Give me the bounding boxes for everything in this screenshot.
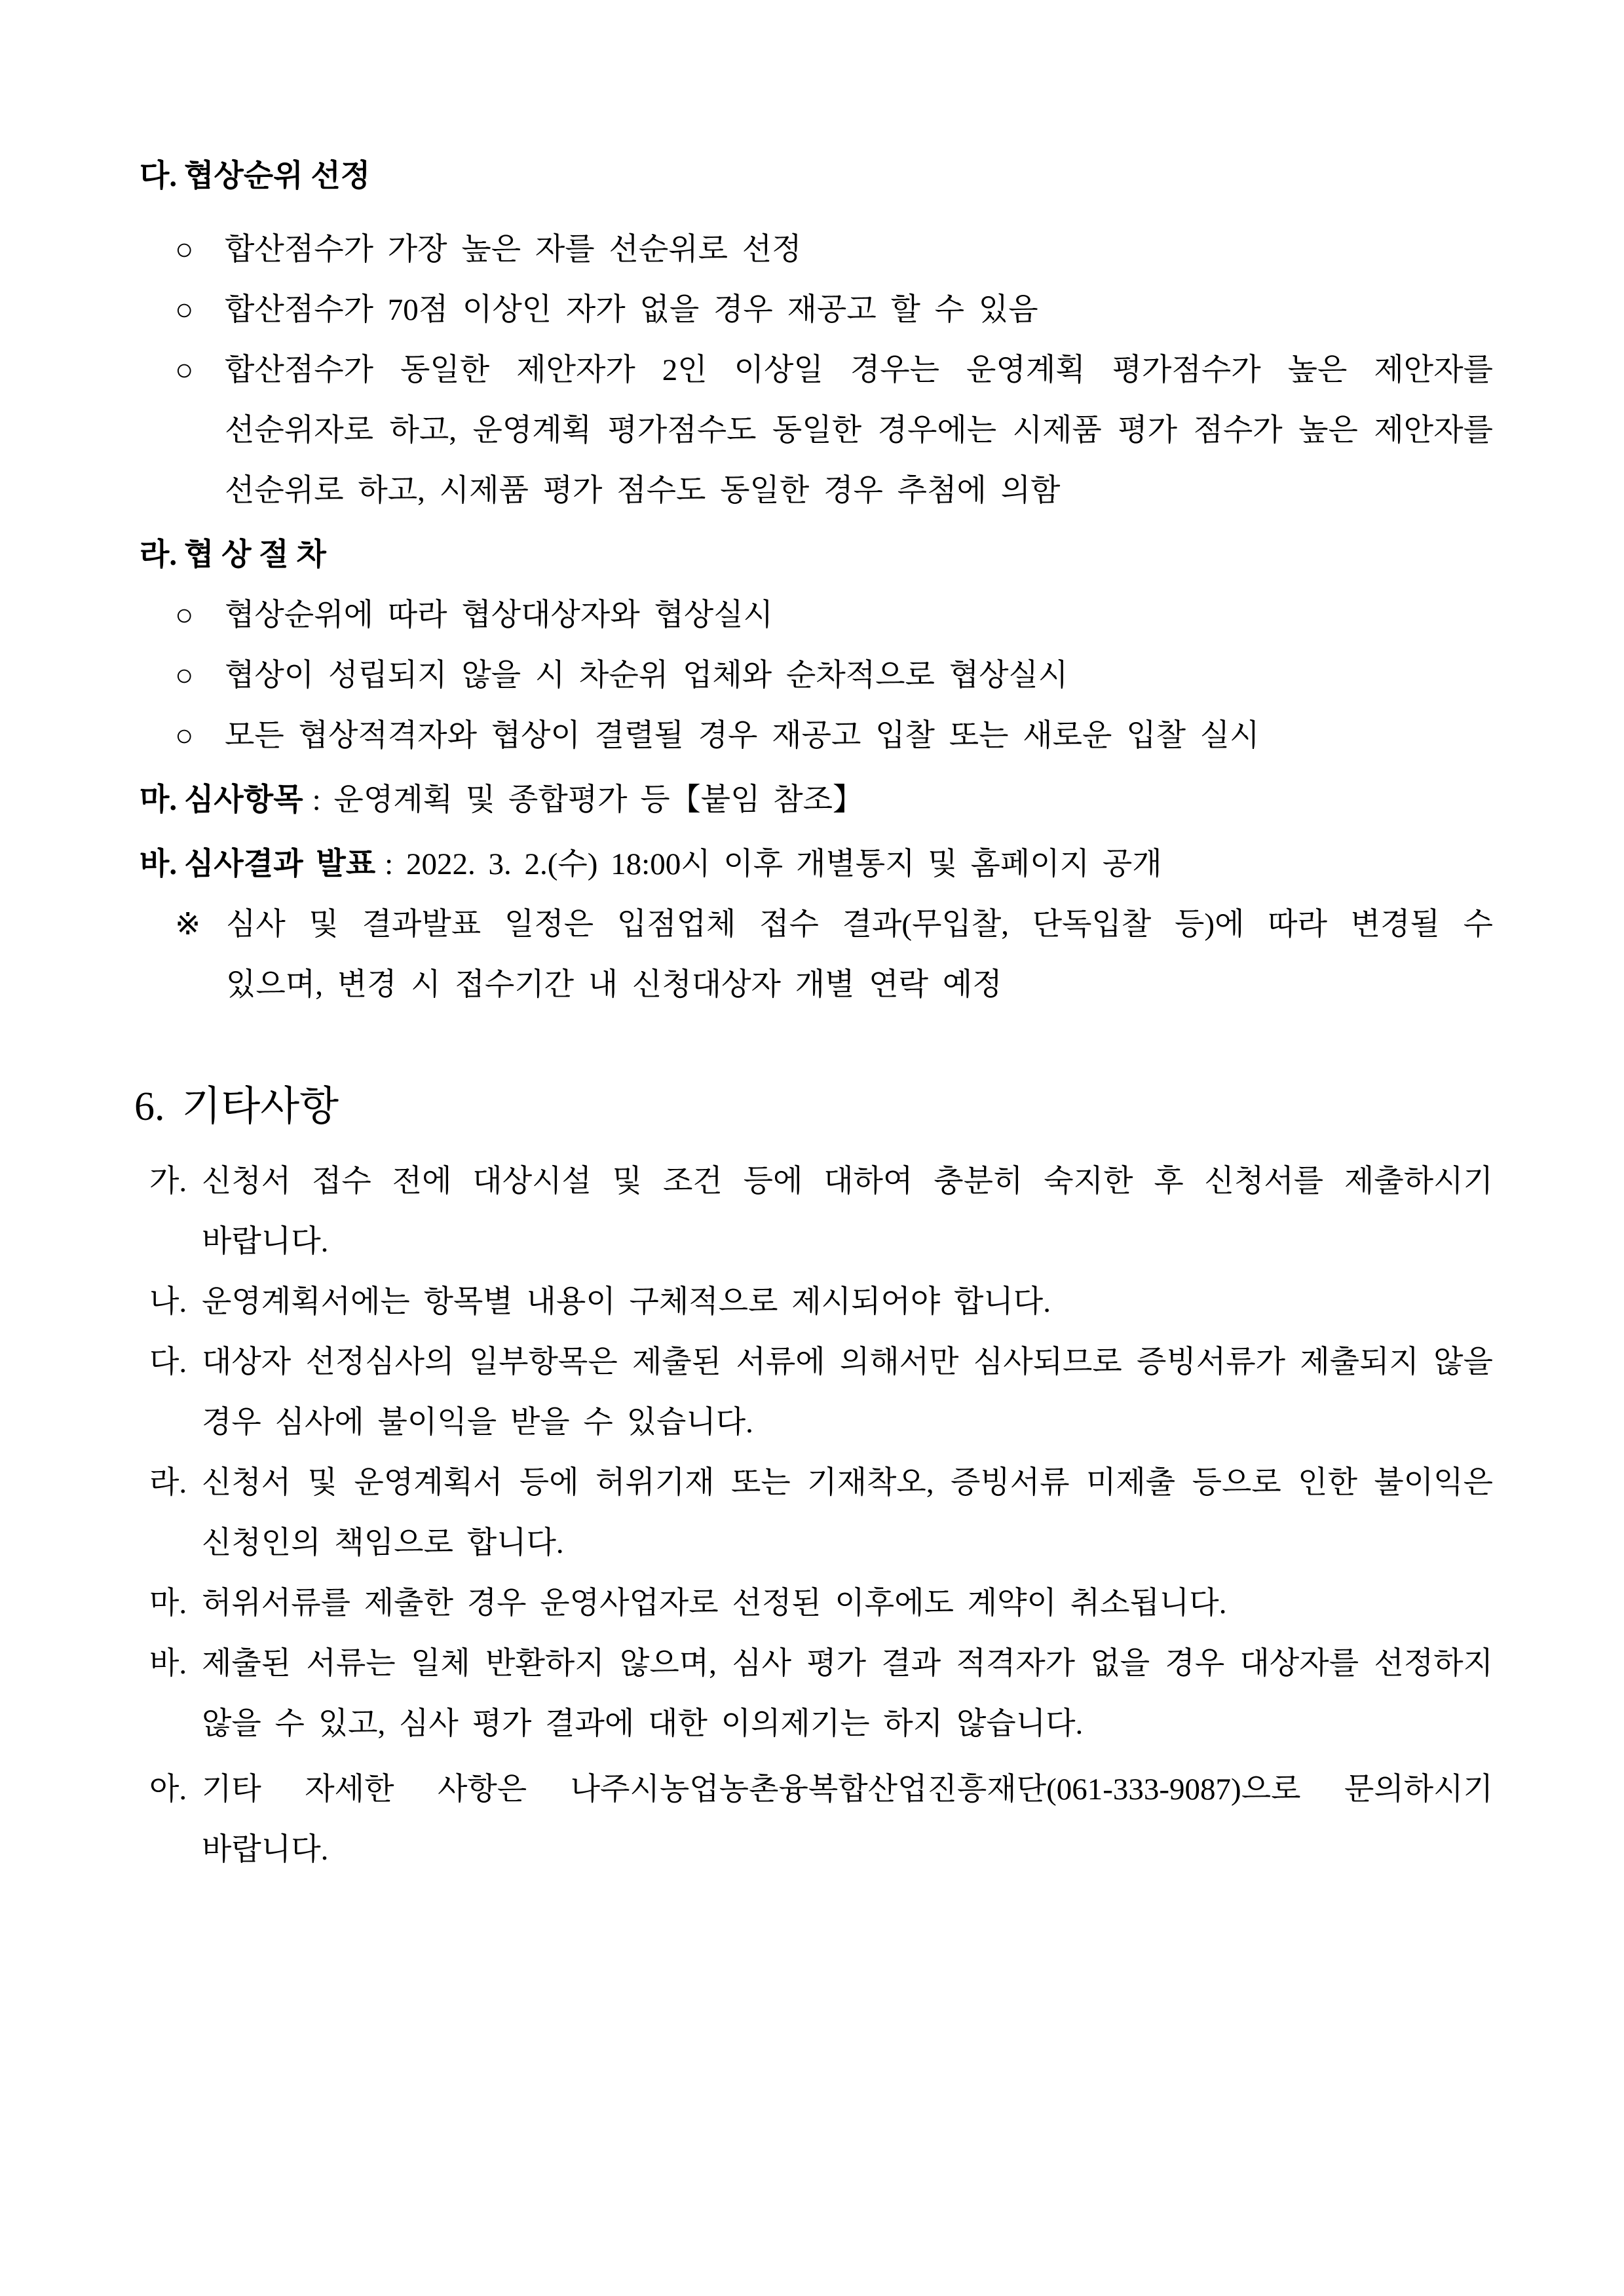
list-item <box>175 706 1493 766</box>
item-ra-heading <box>140 525 1493 585</box>
list-item-text: 합산점수가 가장 높은 자를 선순위로 선정 <box>225 233 802 267</box>
item-text <box>184 834 1493 894</box>
list-item <box>149 1272 1493 1332</box>
item-label: 가. <box>149 1164 187 1198</box>
list-item <box>175 280 1493 340</box>
item-value: : 운영계획 및 종합평가 등【붙임 참조】 <box>312 783 864 817</box>
item-value: : 2022. 3. 2.(수) 18:00시 이후 개별통지 및 홈페이지 공개 <box>385 847 1162 881</box>
list-item <box>175 220 1493 280</box>
circle-bullet-icon: ○ <box>175 659 194 693</box>
item-label: 바. <box>149 1647 187 1681</box>
item-text: 신청서 접수 전에 대상시설 및 조건 등에 대하여 충분히 숙지한 후 신청서를 제출하시기 바랍니다. <box>202 1164 1493 1259</box>
list-item <box>149 1573 1493 1634</box>
item-title: 심사항목 <box>184 783 303 817</box>
item-label: 바. <box>140 847 178 881</box>
list-item-text: 협상순위에 따라 협상대상자와 협상실시 <box>225 598 774 632</box>
section-title: 기타사항 <box>181 1084 339 1129</box>
item-label: 라. <box>140 538 178 572</box>
item-label: 아. <box>149 1772 187 1807</box>
list-item <box>149 1634 1493 1754</box>
list-item-text: 협상이 성립되지 않을 시 차순위 업체와 순차적으로 협상실시 <box>225 659 1068 693</box>
item-da-heading <box>140 146 1493 206</box>
circle-bullet-icon: ○ <box>175 293 194 327</box>
item-ba-row <box>140 834 1493 894</box>
list-item <box>149 1759 1493 1880</box>
list-item <box>175 645 1493 706</box>
item-text: 제출된 서류는 일체 반환하지 않으며, 심사 평가 결과 적격자가 없을 경우 대상자를 선정하지 않을 수 있고, 심사 평가 결과에 대한 이의제기는 하지 않습니다. <box>202 1647 1493 1741</box>
list-item <box>175 585 1493 645</box>
item-text: 운영계획서에는 항목별 내용이 구체적으로 제시되어야 합니다. <box>202 1285 1051 1319</box>
document-content <box>134 146 1493 1880</box>
reference-note-text: 심사 및 결과발표 일정은 입점업체 접수 결과(무입찰, 단독입찰 등)에 따라 변경될 수 있으며, 변경 시 접수기간 내 신청대상자 개별 연락 예정 <box>226 908 1493 1002</box>
item-title: 협상순위 선정 <box>184 159 371 193</box>
circle-bullet-icon: ○ <box>175 233 194 267</box>
list-item <box>175 340 1493 521</box>
section-heading <box>134 1074 1493 1139</box>
item-title: 심사결과 발표 <box>184 847 376 881</box>
item-title: 협 상 절 차 <box>184 538 326 572</box>
item-label: 다. <box>140 159 178 193</box>
list-item <box>149 1151 1493 1272</box>
item-text: 대상자 선정심사의 일부항목은 제출된 서류에 의해서만 심사되므로 증빙서류가 제출되지 않을 경우 심사에 불이익을 받을 수 있습니다. <box>202 1345 1493 1440</box>
circle-bullet-icon: ○ <box>175 719 194 753</box>
bullet-list <box>175 220 1493 521</box>
list-item-text: 모든 협상적격자와 협상이 결렬될 경우 재공고 입찰 또는 새로운 입찰 실시 <box>225 719 1260 753</box>
item-label: 라. <box>149 1466 187 1500</box>
reference-note <box>175 894 1493 1015</box>
item-text <box>184 770 1493 830</box>
list-item-text: 합산점수가 70점 이상인 자가 없을 경우 재공고 할 수 있음 <box>225 293 1038 327</box>
item-label: 다. <box>149 1345 187 1379</box>
list-item <box>149 1332 1493 1453</box>
list-item-text: 합산점수가 동일한 제안자가 2인 이상일 경우는 운영계획 평가점수가 높은 제안자를 선순위자로 하고, 운영계획 평가점수도 동일한 경우에는 시제품 평가 점수가 높은 제안자를 선순위로 하고, 시제품 평가 점수도 동일한 경우 추첨에 의함 <box>225 353 1493 508</box>
item-text: 허위서류를 제출한 경우 운영사업자로 선정된 이후에도 계약이 취소됩니다. <box>202 1586 1227 1620</box>
item-text: 기타 자세한 사항은 나주시농업농촌융복합산업진흥재단(061-333-9087)으로 문의하시기 바랍니다. <box>202 1772 1493 1867</box>
item-text: 신청서 및 운영계획서 등에 허위기재 또는 기재착오, 증빙서류 미제출 등으로 인한 불이익은 신청인의 책임으로 합니다. <box>202 1466 1493 1560</box>
list-item <box>149 1453 1493 1573</box>
item-label: 나. <box>149 1285 187 1319</box>
section-number: 6. <box>134 1084 165 1129</box>
item-ma-row <box>140 770 1493 830</box>
circle-bullet-icon: ○ <box>175 598 194 632</box>
item-label: 마. <box>140 783 178 817</box>
circle-bullet-icon: ○ <box>175 353 194 387</box>
reference-mark-icon: ※ <box>175 908 201 942</box>
item-label: 마. <box>149 1586 187 1620</box>
bullet-list <box>175 585 1493 766</box>
